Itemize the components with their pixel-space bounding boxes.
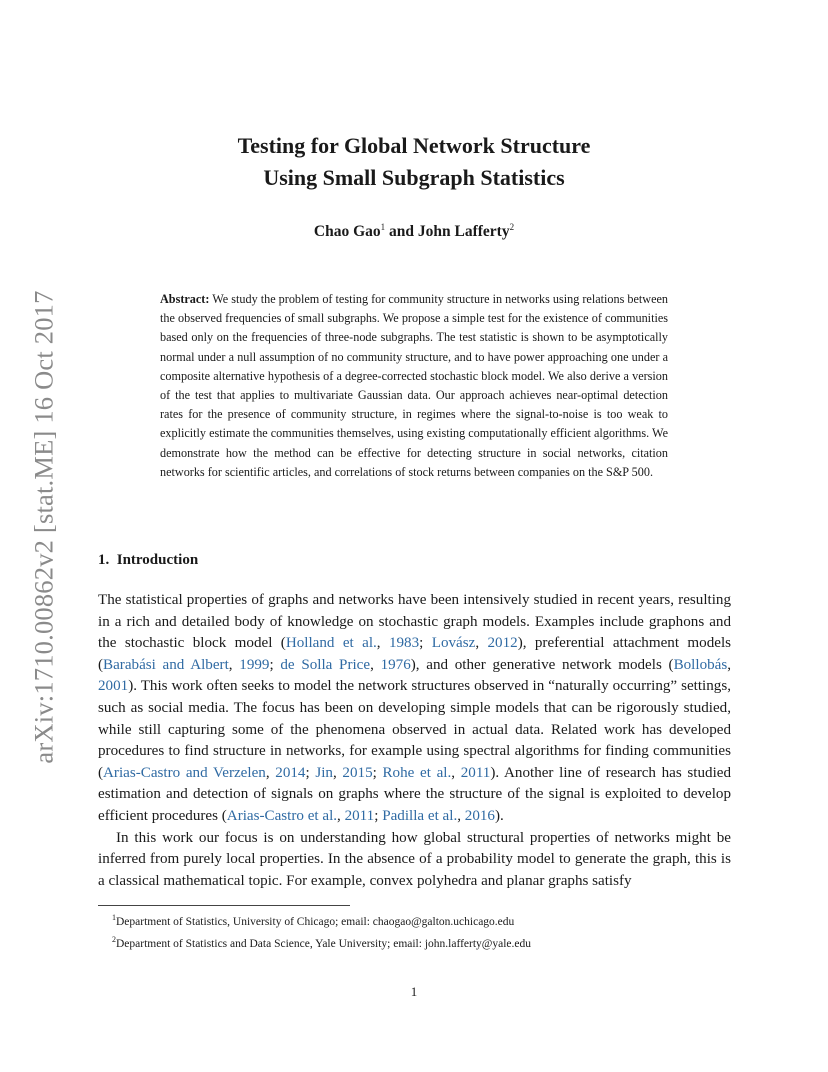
- text-run: ,: [727, 656, 732, 673]
- text-run: ,: [370, 656, 381, 673]
- affiliation-mark: 2: [509, 222, 515, 232]
- paragraph: [98, 590, 731, 828]
- abstract-text: We study the problem of testing for community structure in networks using relations between the observed frequencies of small subgraphs. We propose a simple test for the existence of communities based only on the frequencies of three-node subgraphs. The test statistic is shown to be asymptotically normal under a null assumption of no community structure, and to have power approaching one under a composite alternative hypothesis of a degree-corrected stochastic block model. We also derive a version of the test that applies to multivariate Gaussian data. Our approach achieves near-optimal detection rates for the presence of community structure, in regimes where the signal-to-noise is too weak to explicitly estimate the communities themselves, using existing computationally efficient algorithms. We demonstrate how the method can be effective for detecting structure in social networks, citation networks for scientific articles, and correlations of stock returns between companies on the S&P 500.: [160, 292, 668, 479]
- footnote-mark: 2: [112, 935, 116, 944]
- text-run: ). Another line of research has studied estimation and detection of signals on graphs where the structure of the signal is exploited to develop efficient procedures (: [98, 764, 732, 824]
- citation-link[interactable]: Lovász: [431, 635, 476, 652]
- citation-link[interactable]: Jin: [315, 764, 333, 781]
- text-run: ,: [265, 764, 276, 781]
- text-run: ,: [475, 635, 488, 652]
- citation-link[interactable]: Arias-Castro and Verzelen: [103, 764, 266, 781]
- paragraph: In this work our focus is on understanding how global structural properties of networks might be inferred from purely local properties. In the absence of a probability model to generate the graph, this is a classical mathematical topic. For example, convex polyhedra and planar graphs satisfy: [98, 829, 731, 889]
- author-line: [0, 222, 828, 241]
- author-name: Chao Gao: [313, 223, 381, 240]
- citation-link[interactable]: Arias-Castro et al.: [226, 807, 338, 824]
- text-run: ,: [337, 807, 345, 824]
- body-text: [98, 590, 731, 892]
- paper-title: [0, 130, 828, 194]
- text-run: ,: [451, 764, 461, 781]
- abstract-label: Abstract:: [160, 292, 210, 306]
- citation-link[interactable]: 2014: [275, 764, 306, 781]
- footnote-text: Department of Statistics, University of Chicago; email: chaogao@galton.uchicago.edu: [116, 916, 515, 928]
- citation-link[interactable]: Barabási and Albert: [103, 656, 229, 673]
- text-run: ;: [305, 764, 316, 781]
- text-run: ). This work often seeks to model the network structures observed in “naturally occurring” settings, such as social media. The focus has been on developing simple models that can be rigorously studied, while still capturing some of the phenomena observed in actual data. Related work has developed procedures to find structure in networks, for example using spectral algorithms for finding communities (: [98, 678, 731, 781]
- text-run: ), preferential attachment models (: [98, 635, 732, 673]
- footnotes: [112, 909, 531, 953]
- abstract: [160, 290, 668, 482]
- citation-link[interactable]: 2012: [487, 635, 518, 652]
- text-run: ,: [332, 764, 343, 781]
- citation-link[interactable]: Rohe et al.: [382, 764, 452, 781]
- footnote: [112, 931, 531, 953]
- footnote: [112, 909, 531, 931]
- arxiv-identifier: arXiv:1710.00862v2 [stat.ME] 16 Oct 2017: [28, 290, 59, 764]
- text-run: ,: [228, 656, 240, 673]
- page-number: 1: [410, 984, 418, 999]
- author-name: John Lafferty: [417, 223, 510, 240]
- citation-link[interactable]: 2016: [464, 807, 495, 824]
- text-run: ).: [494, 807, 504, 824]
- footnote-divider: [98, 905, 350, 906]
- text-run: ;: [269, 656, 281, 673]
- text-run: ;: [372, 764, 383, 781]
- citation-link[interactable]: 1983: [388, 635, 420, 652]
- text-run: ,: [457, 807, 465, 824]
- title-line-2: Using Small Subgraph Statistics: [263, 165, 565, 190]
- text-run: ), and other generative network models (: [410, 656, 674, 673]
- citation-link[interactable]: Bollobás: [673, 656, 728, 673]
- title-line-1: Testing for Global Network Structure: [237, 133, 591, 158]
- citation-link[interactable]: Holland et al.: [285, 635, 377, 652]
- citation-link[interactable]: 1999: [239, 656, 270, 673]
- text-run: ;: [419, 635, 432, 652]
- affiliation-mark: 1: [380, 222, 386, 232]
- text-run: ,: [376, 635, 389, 652]
- citation-link[interactable]: 2011: [460, 764, 491, 781]
- citation-link[interactable]: Padilla et al.: [382, 807, 458, 824]
- citation-link[interactable]: 1976: [380, 656, 411, 673]
- footnote-text: Department of Statistics and Data Science, Yale University; email: john.lafferty@yale.edu: [116, 938, 531, 950]
- citation-link[interactable]: 2011: [344, 807, 375, 824]
- citation-link[interactable]: 2001: [98, 678, 129, 695]
- section-heading: 1. Introduction: [98, 552, 199, 568]
- citation-link[interactable]: de Solla Price: [280, 656, 371, 673]
- author-separator: and: [385, 223, 418, 240]
- arxiv-sidebar-stamp: [14, 282, 74, 772]
- footnote-mark: 1: [112, 913, 116, 922]
- text-run: ;: [374, 807, 383, 824]
- citation-link[interactable]: 2015: [342, 764, 373, 781]
- text-run: The statistical properties of graphs and networks have been intensively studied in recent years, resulting in a rich and detailed body of knowledge on stochastic graph models. Examples include graphons and the stochastic block model (: [98, 592, 731, 652]
